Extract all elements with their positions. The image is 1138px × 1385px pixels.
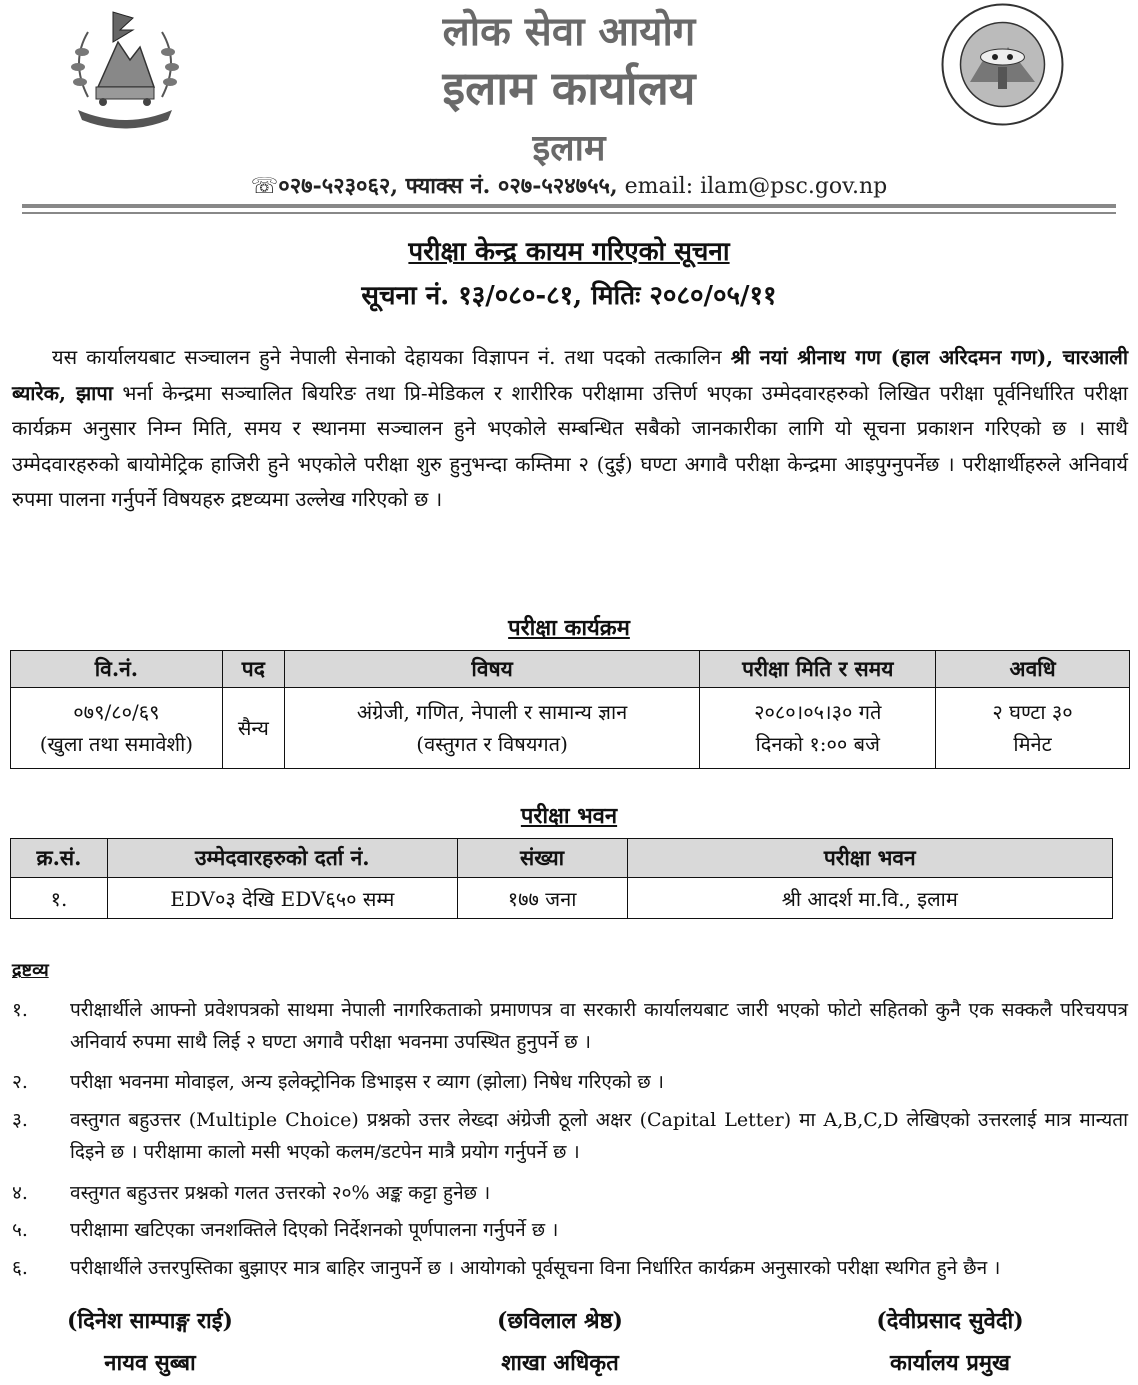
intro-text-2: भर्ना केन्द्रमा सञ्चालित बियरिङ तथा प्रि-मेडिकल र शारीरिक परीक्षामा उत्तिर्ण भएका उम्मेदवारहरुको लिखित परीक्षा पूर्वनिर्धारित परीक्षा कार्यक्रम अनुसार निम्न मिति, समय र स्थानमा सञ्चालन हुने भएकोले सम्बन्धित सबैको जानकारीका लागि यो सूचना प्रकाशन गरिएको छ । साथै उम्मेदवारहरुको बायोमेट्रिक हाजिरी हुने भएकोले परीक्षा शुरु हुनुभन्दा कम्तिमा २ (दुई) घण्टा अगावै परीक्षा केन्द्रमा आइपुग्नुपर्नेछ । परीक्षार्थीहरुले अनिवार्य रुपमा पालना गर्नुपर्ने विषयहरु द्रष्टव्यमा उल्लेख गरिएको छ । [12, 380, 1128, 511]
venue-table [10, 838, 1113, 919]
org-name: लोक सेवा आयोग [442, 8, 696, 55]
schedule-header-cell: परीक्षा मिति र समय [700, 651, 936, 688]
note-item [12, 1214, 1128, 1246]
exam-time: दिनको १:०० बजे [755, 732, 880, 756]
building-cell: श्री आदर्श मा.वि., इलाम [627, 878, 1113, 919]
email-text: email: ilam@psc.gov.np [617, 174, 888, 199]
venue-title-text: परीक्षा भवन [520, 803, 618, 829]
header-divider-thick [22, 204, 1116, 208]
signature-block [800, 1300, 1100, 1384]
note-item [12, 1252, 1128, 1284]
note-text: वस्तुगत बहुउत्तर प्रश्नको गलत उत्तरको २०% अङ्क कट्टा हुनेछ । [70, 1182, 491, 1204]
intro-text-1: यस कार्यालयबाट सञ्चालन हुने नेपाली सेनाको देहायका विज्ञापन नं. तथा पदको तत्कालिन [52, 345, 731, 369]
venue-header-cell: संख्या [457, 839, 627, 878]
city-name: इलाम [532, 127, 606, 169]
note-number: १. [12, 999, 28, 1021]
signatory-designation: शाखा अधिकृत [501, 1350, 619, 1376]
note-number: ३. [12, 1109, 28, 1131]
note-number: ५. [12, 1219, 28, 1241]
venue-header-cell: क्र.सं. [11, 839, 108, 878]
schedule-header-cell: पद [222, 651, 284, 688]
note-number: ४. [12, 1182, 28, 1204]
note-text: परीक्षार्थीले आफ्नो प्रवेशपत्रको साथमा नेपाली नागरिकताको प्रमाणपत्र वा सरकारी कार्यालयबाट जारी भएको फोटो सहितको कुनै एक सक्कलै परिचयपत्र अनिवार्य रुपमा साथै लिई २ घण्टा अगावै परीक्षा भवनमा उपस्थित हुनुपर्ने छ । [70, 999, 1128, 1053]
header-divider-thin [22, 212, 1116, 214]
subject-type: (वस्तुगत र विषयगत) [416, 732, 568, 756]
note-item [12, 1177, 1128, 1209]
note-number: ६. [12, 1257, 28, 1279]
count-cell: १७७ जना [457, 878, 627, 919]
intro-paragraph [12, 340, 1128, 518]
signatory-designation: नायव सुब्बा [104, 1350, 196, 1376]
table-row [11, 688, 1130, 769]
signature-block [410, 1300, 710, 1384]
schedule-header-cell: अवधि [936, 651, 1130, 688]
note-text: वस्तुगत बहुउत्तर (Multiple Choice) प्रश्नको उत्तर लेख्दा अंग्रेजी ठूलो अक्षर (Capital Letter) मा A,B,C,D लेखिएको उत्तरलाई मात्र मान्यता दिइने छ । परीक्षामा कालो मसी भएको कलम/डटपेन मात्रै प्रयोग गर्नुपर्ने छ । [70, 1109, 1128, 1163]
schedule-header-row [11, 651, 1130, 688]
signatory-designation: कार्यालय प्रमुख [889, 1350, 1011, 1376]
subject-line: अंग्रेजी, गणित, नेपाली र सामान्य ज्ञान [356, 700, 628, 724]
notes-title: द्रष्टव्य [12, 960, 49, 981]
datetime-cell [700, 688, 936, 769]
serial-cell: १. [11, 878, 108, 919]
schedule-header-cell: विषय [284, 651, 700, 688]
signatory-name: (देवीप्रसाद सुवेदी) [876, 1308, 1024, 1334]
venue-section-title [0, 800, 1138, 830]
venue-header-cell: उम्मेदवारहरुको दर्ता नं. [107, 839, 457, 878]
note-text: परीक्षामा खटिएका जनशक्तिले दिएको निर्देशनको पूर्णपालना गर्नुपर्ने छ । [70, 1219, 559, 1241]
contact-line [0, 170, 1138, 200]
duration-unit: मिनेट [1013, 732, 1052, 756]
venue-header-cell: परीक्षा भवन [627, 839, 1113, 878]
signatory-name: (दिनेश साम्पाङ्ग राई) [67, 1308, 233, 1334]
note-item [12, 994, 1128, 1058]
schedule-table [10, 650, 1130, 769]
post-cell: सैन्य [222, 688, 284, 769]
note-text: परीक्षार्थीले उत्तरपुस्तिका बुझाएर मात्र बाहिर जानुपर्ने छ । आयोगको पूर्वसूचना विना निर्धारित कार्यक्रम अनुसारको परीक्षा स्थगित हुने छैन । [70, 1257, 1001, 1279]
schedule-section-title [0, 612, 1138, 642]
signature-block [0, 1300, 300, 1384]
schedule-header-cell: वि.नं. [11, 651, 223, 688]
exam-date: २०८०।०५।३० गते [754, 700, 882, 724]
adv-no-cell [11, 688, 223, 769]
schedule-title-text: परीक्षा कार्यक्रम [508, 615, 630, 641]
table-row [11, 878, 1113, 919]
note-item [12, 1104, 1128, 1168]
intro-bold-location: श्री नयां श्रीनाथ गण (हाल अरिदमन गण), चारआली ब्यारेक, झापा [12, 345, 1129, 405]
signatory-name: (छविलाल श्रेष्ठ) [497, 1308, 623, 1334]
telephone-icon: ☏ [250, 174, 279, 199]
venue-header-row [11, 839, 1113, 878]
duration-cell [936, 688, 1130, 769]
notice-number: सूचना नं. १३/०८०-८१, मितिः २०८०/०५/११ [361, 281, 777, 311]
phone-fax-text: ०२७-५२३०६२, फ्याक्स नं. ०२७-५२४७५५, [278, 173, 618, 199]
adv-type: (खुला तथा समावेशी) [39, 732, 194, 756]
notice-title [0, 232, 1138, 268]
note-item [12, 1066, 1128, 1098]
subject-cell [284, 688, 700, 769]
office-name: इलाम कार्यालय [442, 61, 696, 115]
adv-no: ०७९/८०/६९ [73, 700, 160, 724]
notice-title-text: परीक्षा केन्द्र कायम गरिएको सूचना [408, 237, 730, 267]
note-number: २. [12, 1071, 28, 1093]
roll-range-cell: EDV०३ देखि EDV६५० सम्म [107, 878, 457, 919]
note-text: परीक्षा भवनमा मोवाइल, अन्य इलेक्ट्रोनिक डिभाइस र व्याग (झोला) निषेध गरिएको छ । [70, 1071, 664, 1093]
duration-line: २ घण्टा ३० [992, 700, 1073, 724]
